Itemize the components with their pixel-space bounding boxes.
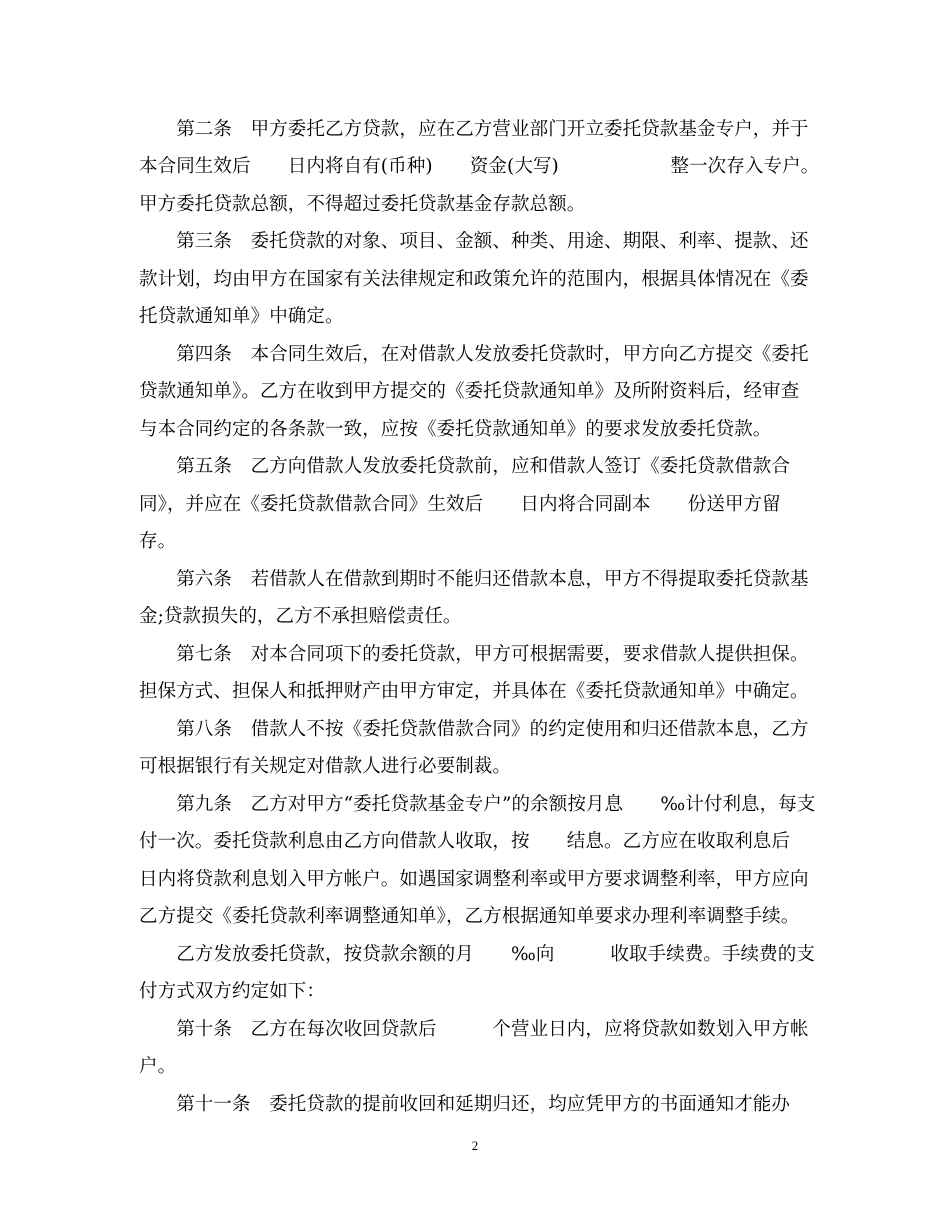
- text-line: 第六条 若借款人在借款到期时不能归还借款本息，甲方不得提取委托贷款基: [139, 569, 809, 590]
- text-line: 存。: [139, 531, 177, 552]
- text-line: 乙方发放委托贷款，按贷款余额的月 ‰向 收取手续费。手续费的支: [139, 944, 815, 965]
- text-line: 第十一条 委托贷款的提前收回和延期归还，均应凭甲方的书面通知才能办: [139, 1094, 791, 1115]
- text-line: 款计划，均由甲方在国家有关法律规定和政策允许的范围内，根据具体情况在《委: [139, 269, 809, 290]
- text-line: 托贷款通知单》中确定。: [139, 306, 344, 327]
- text-line: 金;贷款损失的，乙方不承担赔偿责任。: [139, 606, 462, 627]
- text-line: 付方式双方约定如下：: [139, 981, 326, 1002]
- text-line: 日内将贷款利息划入甲方帐户。如遇国家调整利率或甲方要求调整利率，甲方应向: [139, 869, 809, 890]
- page-number: 2: [471, 1138, 479, 1153]
- text-line: 第四条 本合同生效后，在对借款人发放委托贷款时，甲方向乙方提交《委托: [139, 344, 809, 365]
- text-line: 可根据银行有关规定对借款人进行必要制裁。: [139, 756, 512, 777]
- text-line: 与本合同约定的各条款一致，应按《委托贷款通知单》的要求发放委托贷款。: [139, 419, 772, 440]
- text-line: 乙方提交《委托贷款利率调整通知单》，乙方根据通知单要求办理利率调整手续。: [139, 906, 800, 927]
- text-line: 第十条 乙方在每次收回贷款后 个营业日内，应将贷款如数划入甲方帐: [139, 1019, 809, 1040]
- text-line: 第五条 乙方向借款人发放委托贷款前，应和借款人签订《委托贷款借款合: [139, 456, 791, 477]
- text-line: 甲方委托贷款总额，不得超过委托贷款基金存款总额。: [139, 194, 586, 215]
- text-line: 第九条 乙方对甲方“委托贷款基金专户”的余额按月息 ‰计付利息，每支: [139, 794, 816, 815]
- text-line: 第三条 委托贷款的对象、项目、金额、种类、用途、期限、利率、提款、还: [139, 231, 809, 252]
- text-line: 同》，并应在《委托贷款借款合同》生效后 日内将合同副本 份送甲方留: [139, 494, 781, 515]
- text-line: 第七条 对本合同项下的委托贷款，甲方可根据需要，要求借款人提供担保。: [139, 644, 809, 665]
- text-line: 第二条 甲方委托乙方贷款，应在乙方营业部门开立委托贷款基金专户，并于: [139, 119, 809, 140]
- text-line: 贷款通知单》。乙方在收到甲方提交的《委托贷款通知单》及所附资料后，经审查: [139, 381, 800, 402]
- text-line: 第八条 借款人不按《委托贷款借款合同》的约定使用和归还借款本息，乙方: [139, 719, 809, 740]
- text-line: 付一次。委托贷款利息由乙方向借款人收取，按 结息。乙方应在收取利息后: [139, 831, 791, 852]
- text-line: 户。: [139, 1056, 177, 1077]
- text-line: 担保方式、担保人和抵押财产由甲方审定，并具体在《委托贷款通知单》中确定。: [139, 681, 809, 702]
- text-line: 本合同生效后 日内将自有(币种) 资金(大写) 整一次存入专户。: [139, 156, 820, 177]
